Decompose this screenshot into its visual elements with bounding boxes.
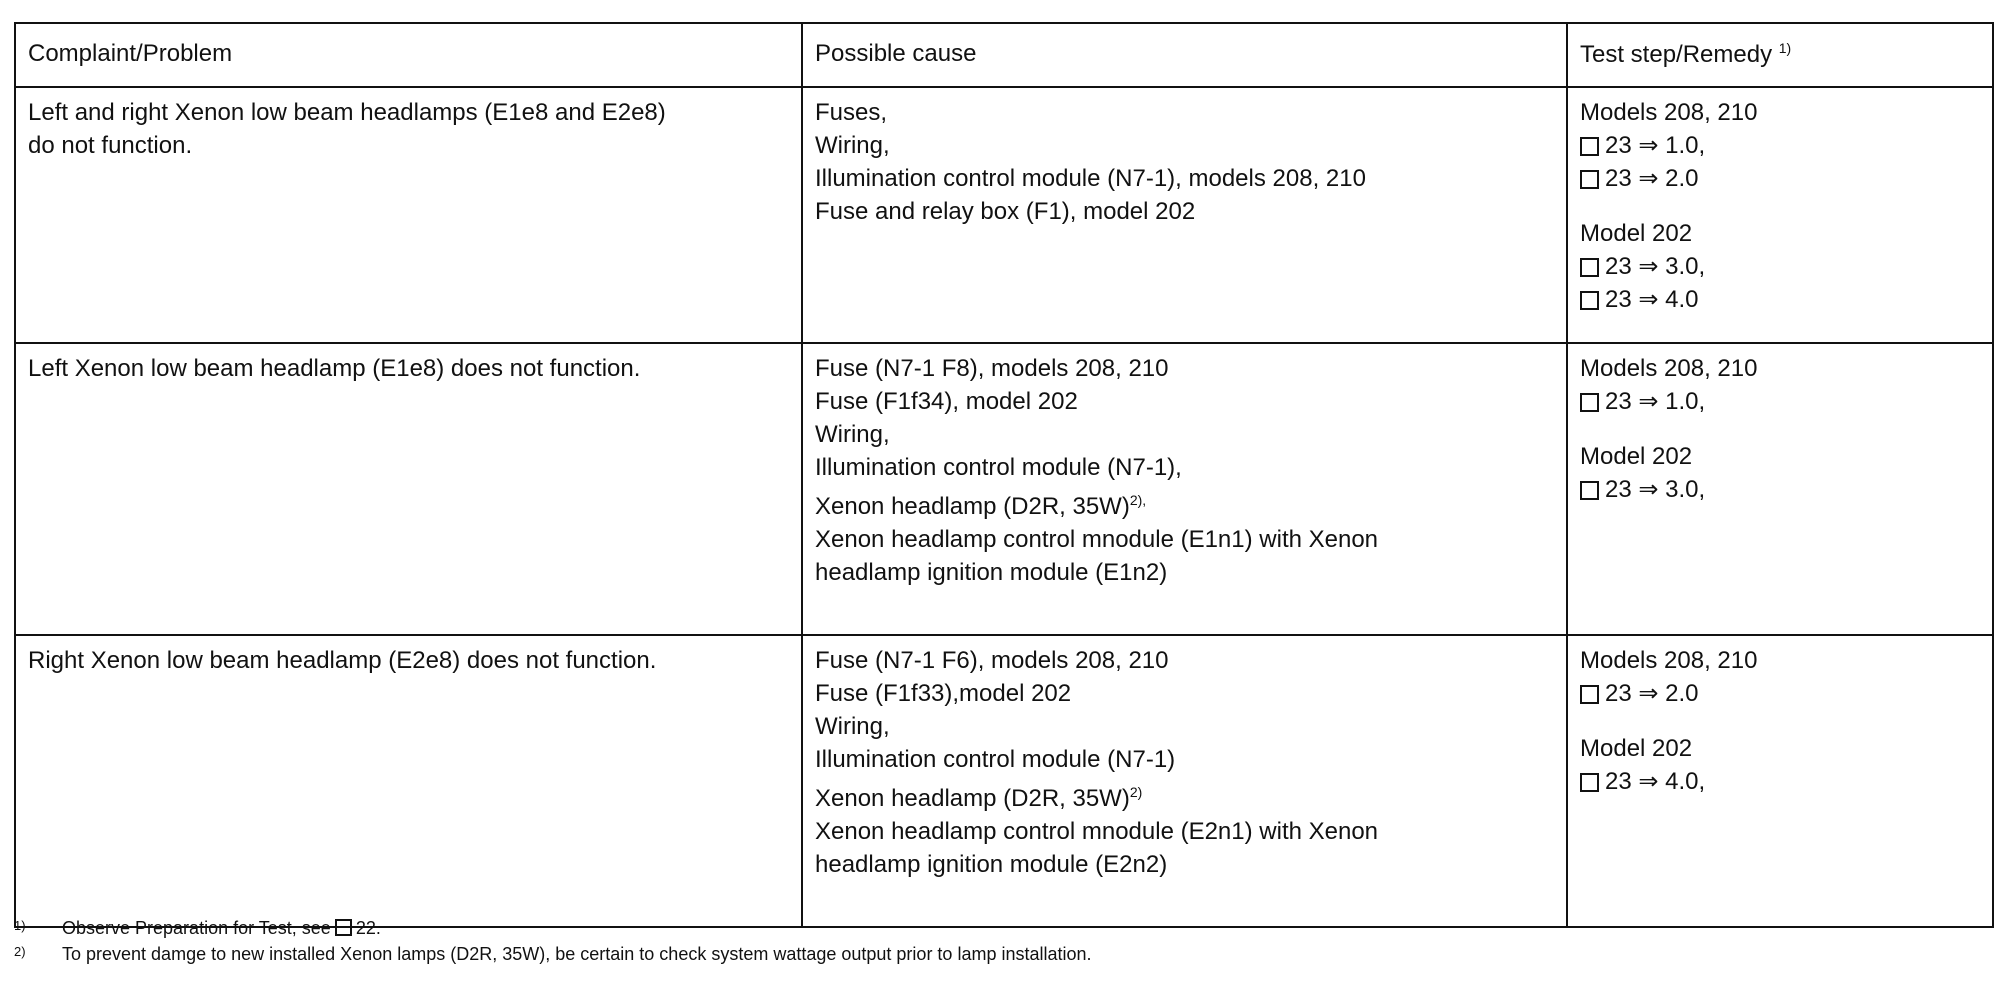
cause-item: Fuse and relay box (F1), model 202 [815,198,1196,225]
footnote-text: Observe Preparation for Test, see [62,918,331,938]
footnote-2 [14,940,1092,966]
remedy-step[interactable] [1580,677,1982,710]
remedy-step-text: 23 ⇒ 4.0 [1605,286,1699,313]
table-row [15,87,1993,343]
cause-cell [802,635,1567,927]
remedy-step-text: 23 ⇒ 1.0, [1605,132,1706,159]
remedy-step-text: 23 ⇒ 1.0, [1605,388,1706,415]
remedy-step-text: 23 ⇒ 4.0, [1605,768,1706,795]
remedy-group-title: Models 208, 210 [1580,99,1758,126]
footnote-ref: 1) [1778,40,1792,56]
square-reference-icon [1580,481,1599,500]
footnote-text: 22. [355,918,381,938]
remedy-step-text: 23 ⇒ 2.0 [1605,165,1699,192]
remedy-group-title: Models 208, 210 [1580,355,1758,382]
table-row [15,635,1993,927]
cause-item: Illumination control module (N7-1) [815,746,1176,773]
square-reference-icon [1580,170,1599,189]
remedy-step[interactable] [1580,765,1982,798]
footnote-mark: 1) [14,918,26,933]
remedy-step-text: 23 ⇒ 3.0, [1605,253,1706,280]
problem-text: do not function. [28,132,193,159]
remedy-step[interactable] [1580,283,1982,316]
cause-item: Fuse (N7-1 F6), models 208, 210 [815,647,1169,674]
problem-cell [15,635,802,927]
cause-item: headlamp ignition module (E2n2) [815,851,1168,878]
cause-item [815,776,1556,815]
cause-item: Wiring, [815,421,890,448]
footnote-1 [14,914,1092,940]
remedy-group-title: Model 202 [1580,220,1693,247]
problem-text: Left Xenon low beam headlamp (E1e8) does not function. [28,355,641,382]
header-label: Complaint/Problem [28,40,233,67]
remedy-group-title: Models 208, 210 [1580,647,1758,674]
cause-item: Fuses, [815,99,888,126]
problem-cell [15,343,802,635]
cause-item: Fuse (F1f34), model 202 [815,388,1078,415]
remedy-group-title: Model 202 [1580,443,1693,470]
remedy-cell [1567,343,1993,635]
remedy-step[interactable] [1580,129,1982,162]
diagnosis-table [14,22,1994,928]
cause-cell [802,343,1567,635]
header-complaint-problem [15,23,802,87]
remedy-group-title: Model 202 [1580,735,1693,762]
square-reference-icon [1580,291,1599,310]
footnote-ref: 2), [1129,492,1147,508]
spacer [1580,710,1982,732]
cause-item: Xenon headlamp control mnodule (E2n1) with Xenon [815,818,1379,845]
cause-item: Fuse (N7-1 F8), models 208, 210 [815,355,1169,382]
remedy-cell [1567,87,1993,343]
footnote-mark: 2) [14,944,26,959]
spacer [1580,418,1982,440]
square-reference-icon [1580,393,1599,412]
header-label: Test step/Remedy [1580,41,1773,68]
footnotes [14,914,1092,966]
table-header-row [15,23,1993,87]
cause-cell [802,87,1567,343]
square-reference-icon [335,919,352,936]
problem-text: Right Xenon low beam headlamp (E2e8) does not function. [28,647,657,674]
remedy-step[interactable] [1580,162,1982,195]
cause-item: Wiring, [815,132,890,159]
footnote-text: To prevent damge to new installed Xenon lamps (D2R, 35W), be certain to check system wattage output prior to lamp installation. [62,944,1092,964]
spacer [1580,195,1982,217]
cause-item: Illumination control module (N7-1), [815,454,1182,481]
remedy-step-text: 23 ⇒ 3.0, [1605,476,1706,503]
header-possible-cause [802,23,1567,87]
cause-item-text: Xenon headlamp (D2R, 35W) [815,493,1130,520]
footnote-ref: 2) [1129,784,1143,800]
cause-item: Wiring, [815,713,890,740]
cause-item: Xenon headlamp control mnodule (E1n1) with Xenon [815,526,1379,553]
remedy-step[interactable] [1580,473,1982,506]
cause-item: Fuse (F1f33),model 202 [815,680,1072,707]
header-test-step-remedy [1567,23,1993,87]
cause-item: Illumination control module (N7-1), models 208, 210 [815,165,1366,192]
problem-text: Left and right Xenon low beam headlamps (E1e8 and E2e8) [28,99,666,126]
problem-cell [15,87,802,343]
remedy-cell [1567,635,1993,927]
remedy-step-text: 23 ⇒ 2.0 [1605,680,1699,707]
square-reference-icon [1580,685,1599,704]
square-reference-icon [1580,137,1599,156]
cause-item [815,484,1556,523]
square-reference-icon [1580,773,1599,792]
table-row [15,343,1993,635]
remedy-step[interactable] [1580,385,1982,418]
cause-item-text: Xenon headlamp (D2R, 35W) [815,785,1130,812]
square-reference-icon [1580,258,1599,277]
header-label: Possible cause [815,40,977,67]
cause-item: headlamp ignition module (E1n2) [815,559,1168,586]
remedy-step[interactable] [1580,250,1982,283]
